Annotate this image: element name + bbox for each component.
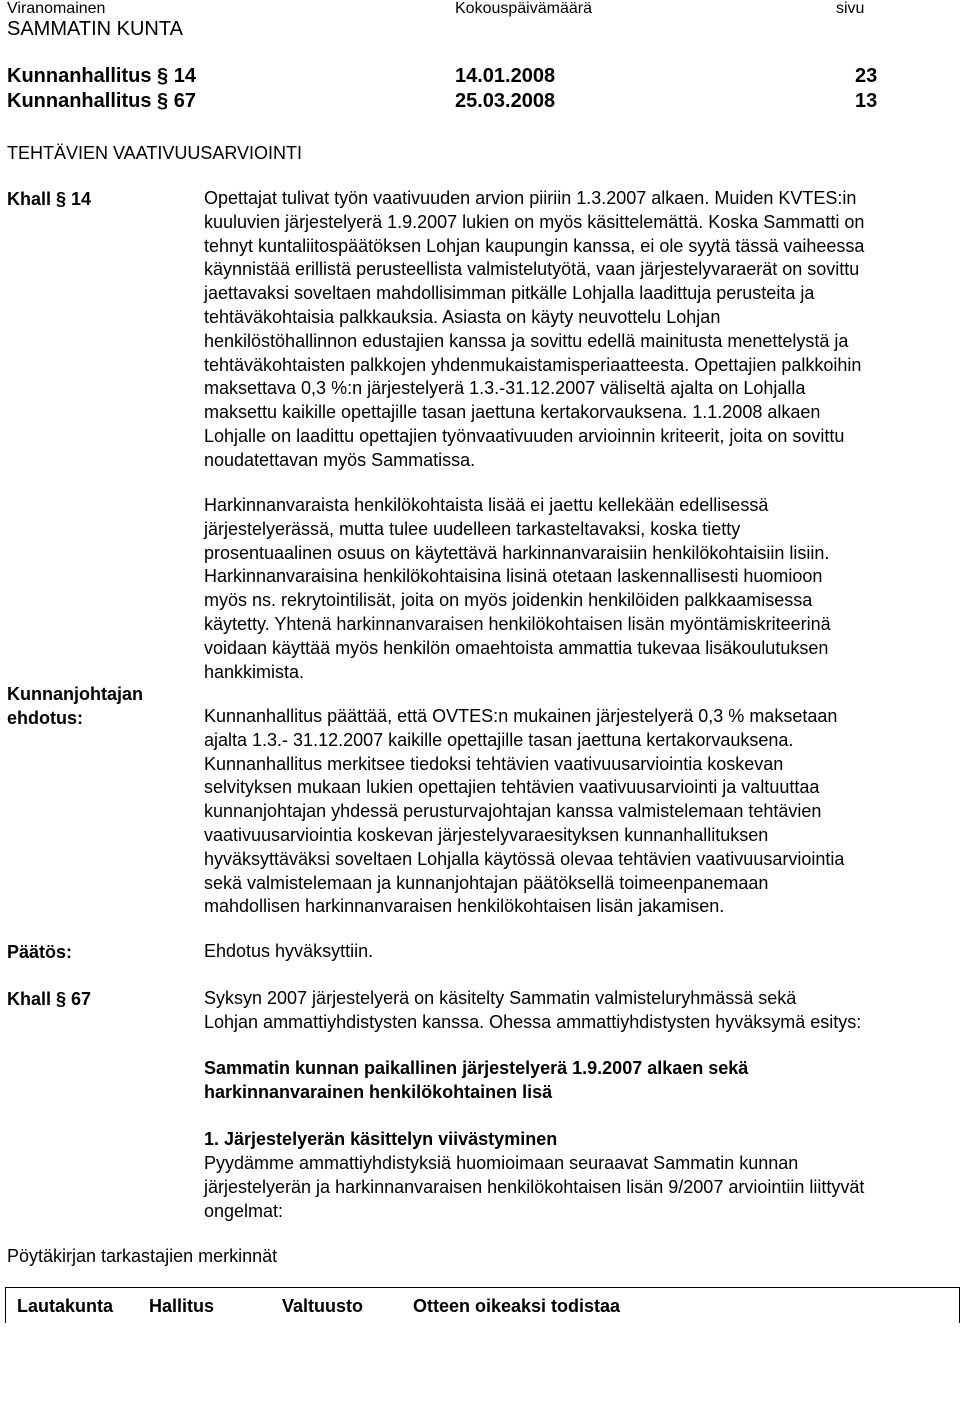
text-line: Opettajat tulivat työn vaativuuden arvion piiriin 1.3.2007 alkaen. Muiden KVTES:in (204, 188, 857, 208)
text-line: myös ns. rekrytointilisät, joita on myös joidenkin henkilöiden palkkaamisessa (204, 590, 813, 611)
meeting-row (7, 89, 196, 113)
footer-col-certified: Otteen oikeaksi todistaa (413, 1296, 621, 1316)
footer-signature-table (5, 1287, 960, 1323)
text-line: Syksyn 2007 järjestelyerä on käsitelty Sammatin valmisteluryhmässä sekä (204, 988, 797, 1008)
text-line: kuuluvien järjestelyerä 1.9.2007 lukien on myös käsittelemättä. Koska Sammatti on (204, 211, 865, 232)
organization-name: SAMMATIN KUNTA (7, 18, 183, 40)
paragraph-discretionary-supplement (204, 494, 960, 684)
footer-note: Pöytäkirjan tarkastajien merkinnät (7, 1246, 278, 1266)
section-sign: § (157, 90, 169, 112)
label-khall-67: Khall § 67 (7, 989, 92, 1009)
list-item-title (204, 1128, 960, 1152)
meeting-body: Kunnanhallitus (7, 65, 152, 87)
text-line: Ehdotus hyväksyttiin. (204, 941, 374, 961)
text-line: ajalta 1.3.- 31.12.2007 kaikille opettajille tasan jaettuna kertakorvauksena. (204, 729, 794, 750)
section-sign: § (157, 65, 169, 87)
text-line: 1. Järjestelyerän käsittelyn viivästyminen (204, 1129, 558, 1149)
text-line: selvityksen mukaan lukien opettajien tehtävien vaativuusarviointi ja valtuuttaa (204, 777, 820, 798)
header-meeting-date-label: Kokouspäivämäärä (455, 0, 592, 17)
text-line: käytetty. Yhtenä harkinnanvaraisen henkilökohtaisen lisän myöntämiskriteerinä (204, 613, 831, 634)
text-line: kunnanjohtajan yhdessä perusturvajohtajan kanssa valmistelemaan tehtävien (204, 801, 822, 822)
text-line: noudatettavan myös Sammatissa. (204, 449, 476, 470)
paragraph-request (204, 1152, 960, 1223)
footer-col-committee: Lautakunta (17, 1296, 114, 1316)
text-line: Kunnanhallitus merkitsee tiedoksi tehtävien vaativuusarviointia koskevan (204, 753, 784, 774)
text-line: järjestelyerän ja harkinnanvaraisen henkilökohtaisen lisän 9/2007 arviointiin liittyvät (204, 1176, 865, 1197)
text-line: hankkimista. (204, 661, 305, 682)
text-line: maksettava 0,3 %:n järjestelyerä 1.3.-31.12.2007 väliseltä ajalta on Lohjalla (204, 378, 806, 399)
document-title: TEHTÄVIEN VAATIVUUSARVIOINTI (7, 143, 303, 163)
meeting-body: Kunnanhallitus (7, 90, 152, 112)
text-line: Kunnanhallitus päättää, että OVTES:n mukainen järjestelyerä 0,3 % maksetaan (204, 706, 838, 726)
text-line: voidaan käyttää myös henkilön omaehtoista ammattia tukevaa lisäkoulutuksen (204, 637, 829, 658)
text-line: ongelmat: (204, 1200, 284, 1221)
text-line: vaativuusarviointia koskevan järjestelyvaraesityksen kunnanhallituksen (204, 824, 769, 845)
text-line: Pyydämme ammattiyhdistyksiä huomioimaan seuraavat Sammatin kunnan (204, 1153, 799, 1173)
text-line: maksettu kaikille opettajille tasan jaettuna kertakorvauksena. 1.1.2008 alkaen (204, 402, 821, 423)
text-line: sekä valmistelemaan ja kunnanjohtajan päätöksellä toimeenpanemaan (204, 872, 769, 893)
text-line: jaettavaksi soveltaen mahdollisimman pitkälle Lohjalla laadittuja perusteita ja (204, 283, 815, 304)
text-line: Harkinnanvaraista henkilökohtaista lisää ei jaettu kellekään edellisessä (204, 495, 769, 515)
text-line: tehtäväkohtaisia palkkauksia. Asiasta on käyty neuvottelu Lohjan (204, 306, 721, 327)
label-decision: Päätös: (7, 942, 73, 962)
text-line: harkinnanvarainen henkilökohtainen lisä (204, 1081, 553, 1102)
label-khall-14: Khall § 14 (7, 189, 92, 209)
meeting-section-number: 67 (173, 90, 196, 112)
text-line: Lohjalle on laadittu opettajien työnvaativuuden arvioinnin kriteerit, joita on sovittu (204, 425, 845, 446)
meeting-page: 23 (855, 65, 878, 87)
meeting-date: 25.03.2008 (455, 90, 556, 112)
text-line: henkilöstöhallinnon edustajien kanssa ja sovittu edellä mainitusta menettelystä ja (204, 330, 849, 351)
header-authority-label: Viranomainen (7, 0, 106, 17)
footer-col-council: Valtuusto (282, 1296, 364, 1316)
paragraph-autumn-allotment (204, 987, 960, 1035)
text-line: tehtäväkohtaisten palkkojen yhdenmukaistamisperiaatteesta. Opettajien palkkoihin (204, 354, 862, 375)
text-line: mahdollisen harkinnanvaraisen henkilökohtaisen lisän jakamisen. (204, 896, 725, 917)
label-proposal-line1: Kunnanjohtajan (7, 684, 143, 704)
label-proposal-line2: ehdotus: (7, 708, 83, 728)
meeting-row (7, 64, 196, 88)
text-line: Sammatin kunnan paikallinen järjestelyerä 1.9.2007 alkaen sekä (204, 1058, 749, 1078)
header-page-label: sivu (836, 0, 865, 17)
footer-col-board: Hallitus (149, 1296, 215, 1316)
text-line: käynnistää erillistä perusteellista valmistelutyötä, vaan järjestelyvaraerät on sovittu (204, 259, 860, 280)
text-line: järjestelyerässä, mutta tulee uudelleen tarkasteltavaksi, koska tietty (204, 518, 741, 539)
meeting-section-number: 14 (173, 65, 196, 87)
text-line: hyväksyttäväksi soveltaen Lohjalla käytössä olevaa tehtävien vaativuusarviointia (204, 848, 845, 869)
section-heading (204, 1057, 960, 1105)
meeting-date: 14.01.2008 (455, 65, 556, 87)
text-line: prosentuaalinen osuus on käytettävä harkinnanvaraisiin henkilökohtaisiin lisiin. (204, 542, 830, 563)
text-line: Lohjan ammattiyhdistysten kanssa. Ohessa ammattiyhdistysten hyväksymä esitys: (204, 1011, 862, 1032)
text-line: Harkinnanvaraisina henkilökohtaisina lisinä otetaan laskennallisesti huomioon (204, 566, 823, 587)
paragraph-background (204, 187, 960, 473)
paragraph-proposal (204, 705, 960, 919)
paragraph-decision (204, 940, 960, 964)
text-line: tehnyt kuntaliitospäätöksen Lohjan kaupungin kanssa, ei ole syytä tässä vaiheessa (204, 235, 865, 256)
meeting-page: 13 (855, 90, 878, 112)
